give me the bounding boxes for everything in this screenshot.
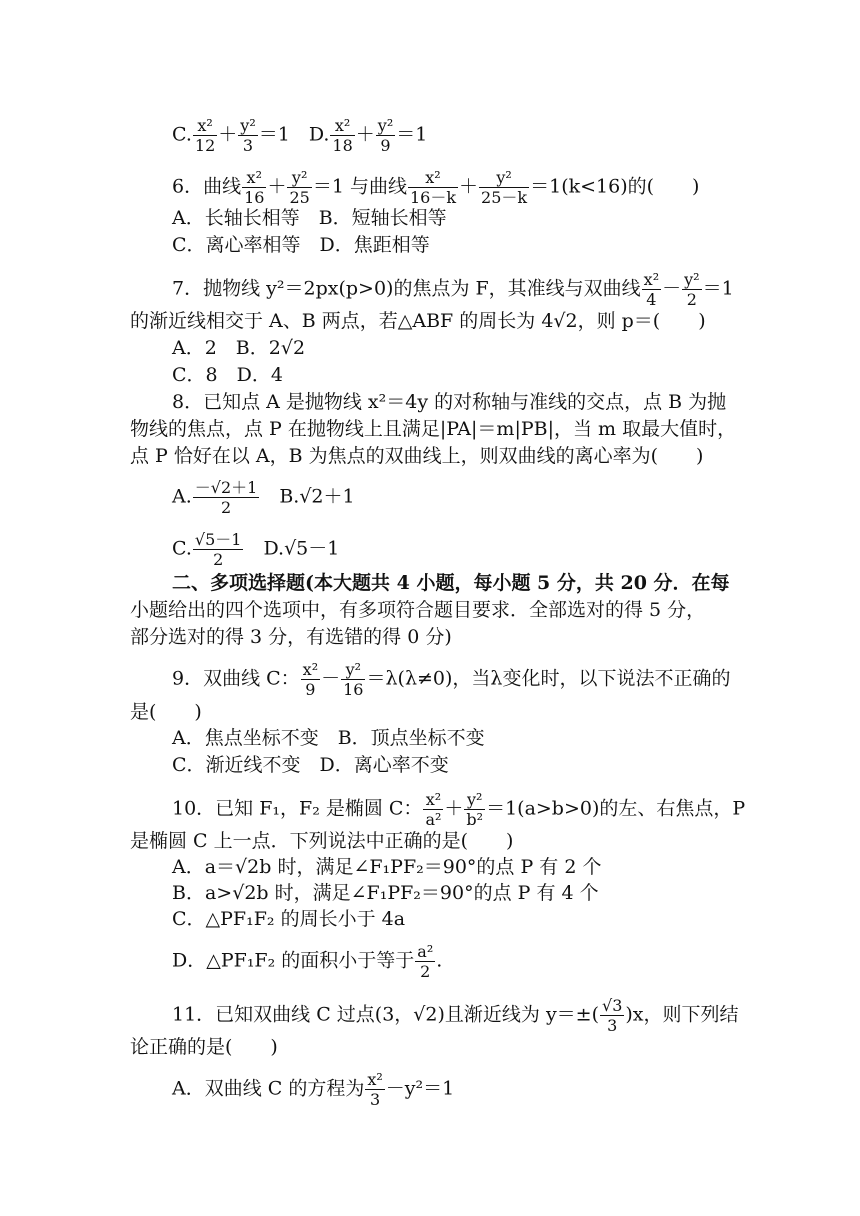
q8-stem-line1: 8．已知点 A 是抛物线 x²＝4y 的对称轴与准线的交点，点 B 为抛 xyxy=(172,391,727,413)
section-2-heading-line2: 小题给出的四个选项中，有多项符合题目要求．全部选对的得 5 分， xyxy=(130,599,706,621)
q11-stem-line1: 11．已知双曲线 C 过点(3，√2)且渐近线为 y＝±( $\frac{√3}{3}$ )x，则下列结 xyxy=(172,996,739,1035)
q10-stem-line1: 10．已知 F₁，F₂ 是椭圆 C： $\frac{\text{x²}}{\text{a²}}$ ＋ $\frac{\text{y²}}{\text{b²}}$ ＝1(a>b>0)的左、右焦点，P xyxy=(172,790,746,829)
q11-stem-line2: 论正确的是( ) xyxy=(130,1036,278,1058)
q11-option-a: A．双曲线 C 的方程为 $\frac{\text{x²}}{3}$ －y²＝1 xyxy=(172,1070,455,1109)
q9-stem-line2: 是( ) xyxy=(130,701,202,723)
q9-options-cd: C．渐近线不变 D．离心率不变 xyxy=(172,754,449,776)
q8-options-ab: A. $\frac{-√2+1}{2}$ B.√2＋1 xyxy=(172,478,355,517)
q10-stem-line2: 是椭圆 C 上一点．下列说法中正确的是( ) xyxy=(130,830,514,852)
section-2-heading: 二、多项选择题(本大题共 4 小题，每小题 5 分，共 20 分．在每 xyxy=(172,572,730,594)
section-2-heading-line3: 部分选对的得 3 分，有选错的得 0 分) xyxy=(130,626,452,648)
q7-stem-line1: 7．抛物线 y²＝2px(p>0)的焦点为 F，其准线与双曲线 $\frac{\text{x²}}{4}$ － $\frac{\text{y²}}{2}$ ＝1 xyxy=(172,270,734,309)
q8-options-cd: C. $\frac{√5-1}{2}$ D.√5－1 xyxy=(172,530,340,569)
q10-option-d: D．△PF₁F₂ 的面积小于等于 $\frac{\text{a²}}{2}$ . xyxy=(172,942,443,981)
q10-option-a: A．a＝√2b 时，满足∠F₁PF₂＝90°的点 P 有 2 个 xyxy=(172,856,602,878)
q7-options-cd: C．8 D．4 xyxy=(172,364,283,386)
q6-options-cd: C．离心率相等 D．焦距相等 xyxy=(172,234,430,256)
q5-options-cd: C. $\frac{\text{x²}}{12}$ ＋ $\frac{\text{y²}}{3}$ ＝1 D. $\frac{\text{x²}}{18}$ ＋ $\frac{\text{y²}}{9}$ ＝1 xyxy=(172,116,428,155)
q9-options-ab: A．焦点坐标不变 B．顶点坐标不变 xyxy=(172,727,485,749)
q10-option-c: C．△PF₁F₂ 的周长小于 4a xyxy=(172,908,406,930)
q10-option-b: B．a>√2b 时，满足∠F₁PF₂＝90°的点 P 有 4 个 xyxy=(172,882,599,904)
q7-stem-line2: 的渐近线相交于 A、B 两点，若△ABF 的周长为 4√2，则 p＝( ) xyxy=(130,310,706,332)
q8-stem-line3: 点 P 恰好在以 A，B 为焦点的双曲线上，则双曲线的离心率为( ) xyxy=(130,445,704,467)
q6-stem: 6．曲线 $\frac{\text{x²}}{16}$ ＋ $\frac{\text{y²}}{25}$ ＝1 与曲线 $\frac{\text{x²}}{16-k}$ ＋ $\frac{\text{y²}}{25-k}$ ＝1(k<16)的( ) xyxy=(172,168,700,207)
q8-stem-line2: 物线的焦点，点 P 在抛物线上且满足|PA|＝m|PB|，当 m 取最大值时， xyxy=(130,418,737,440)
q7-options-ab: A．2 B．2√2 xyxy=(172,337,306,359)
q6-options-ab: A．长轴长相等 B．短轴长相等 xyxy=(172,207,447,229)
q9-stem-line1: 9．双曲线 C： $\frac{\text{x²}}{9}$ － $\frac{\text{y²}}{16}$ ＝λ(λ≠0)，当λ变化时，以下说法不正确的 xyxy=(172,660,731,699)
